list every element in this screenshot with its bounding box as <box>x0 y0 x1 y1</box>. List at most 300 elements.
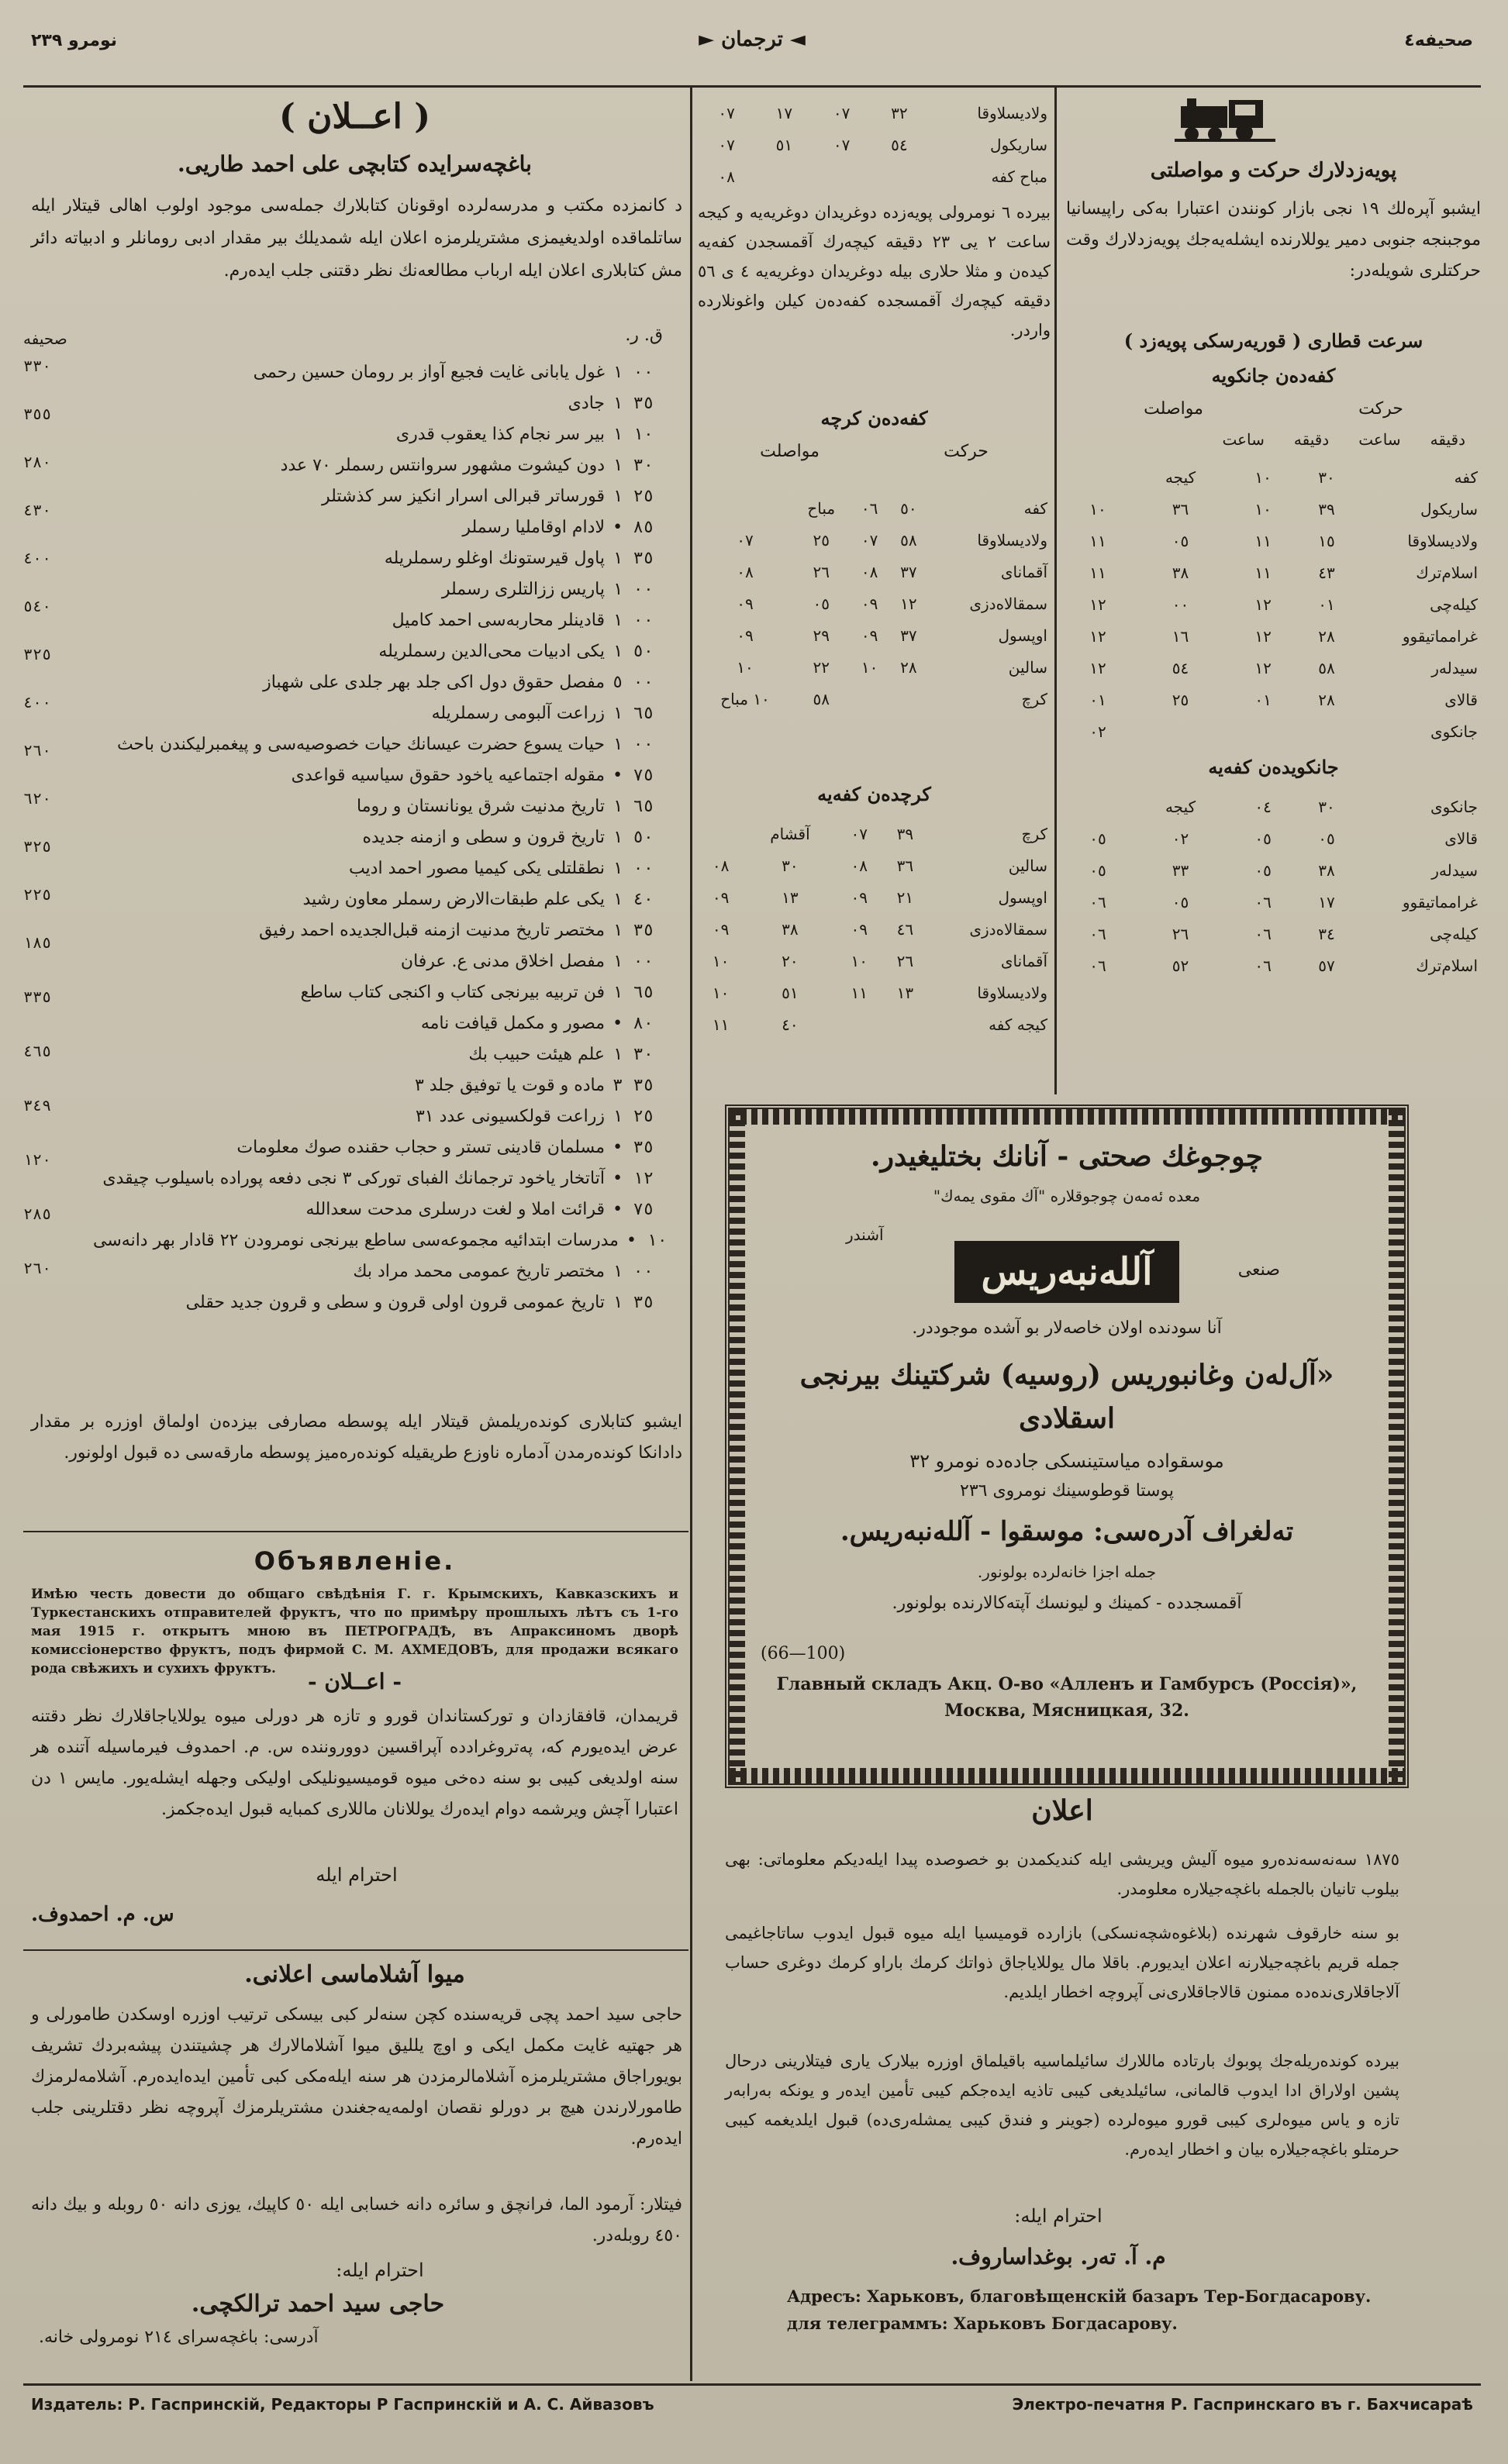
book-title: تاریخ قرون و سطی و ازمنه جدیده <box>362 827 605 847</box>
time-cell <box>755 160 813 192</box>
timetable-kerch-kefe <box>698 818 1051 1040</box>
time-cell: ٤٣ <box>1318 563 1335 582</box>
book-title: زراعت آلبومی رسملریله <box>431 703 605 723</box>
time-cell: ١٥ <box>1318 531 1335 550</box>
time-cell: کیجه <box>1165 797 1196 816</box>
book-price: ٠٠ ١ <box>613 951 654 971</box>
station-name: کفه <box>1023 498 1047 518</box>
time-cell: ٠٩ <box>861 625 878 645</box>
book-price: ٢٥ ١ <box>613 1106 654 1126</box>
time-cell <box>1130 715 1231 747</box>
book-title: مختصر تاریخ عمومی محمد مراد بك <box>353 1261 605 1281</box>
page-number: صحیفه٤ <box>1404 31 1473 50</box>
fruit-ad-body: حاجی سید احمد پچی قریه‌سنده کچن سنەلر کبی بیسکی ترتیب اوزره اوسکدن طامورلی و هر جهتیه غایت مکمل ایکی و اوچ یللیق میوا آشلامالارك هر چشیتندن پیشەبردك تشریف بویوراجاق مشتریلرمزه آشلامالرمزدن هر سنه ایله‌مکی کبی تأمین ایده‌ایدەرم. آشلامەلرمزك طامورلارندن هیچ بر دورلو نقصان اولمه‌یەجغندن مشتریلرمزك آپروچه نظر دقتلرینی جلب ایدەرم. <box>31 2005 682 2149</box>
timetable-row <box>1066 684 1481 715</box>
time-cell: ١٠ <box>1254 467 1272 487</box>
time-cell: ٣٦ <box>896 856 914 875</box>
kharkov-p2: بو سنه خارقوف شهرنده (بلاغوەشچەنسکی) بازارده قومیسیا ایله میوه قبول ایدوب ساتاجاغیمی جمله قریم باغچەجیلارنه اعلان ایدیورم. باقلا مال یوللایاجاق ذواتك کرمك باراو کرمك دوغری حساب آلاجاقلاری‌نده‌ده ممنون قالاجاقلاری‌نی آپروچه اخطار ایلدیم. <box>725 1924 1399 2001</box>
time-cell: ٠٧ <box>833 103 851 122</box>
book-price: ٣٠ ١ <box>613 1044 654 1064</box>
time-cell: ٣٨ <box>1318 860 1335 880</box>
time-cell: ٠٨ <box>718 167 735 186</box>
time-cell: ٠٨ <box>712 856 730 875</box>
book-title: غول یابانی غایت فجیع آواز بر رومان حسین رحمی <box>253 362 605 382</box>
margin-page-number: ٣٢٥ <box>23 837 52 856</box>
time-cell: ١٠ <box>851 951 868 970</box>
margin-page-number: ٣٣٠ <box>23 357 52 375</box>
ad-ru-address: Главный складъ Акц. О-во «Алленъ и Гамбурсъ (Россія)», Москва, Мясницкая, 32. <box>776 1674 1358 1721</box>
timetable-row <box>1066 918 1481 949</box>
time-cell: ٠٥ <box>1254 829 1272 848</box>
time-cell: ١٢ <box>1254 594 1272 614</box>
book-price: ٣٥ ١ <box>613 920 654 940</box>
time-cell: ٢٨ <box>1318 626 1335 646</box>
time-cell: ٠٧ <box>861 530 878 550</box>
time-cell: ١٠ <box>737 657 754 677</box>
time-cell: ١٠ مباح <box>720 689 770 708</box>
book-item <box>93 388 686 419</box>
timetable-row <box>1066 854 1481 886</box>
timetable-row <box>1066 557 1481 588</box>
time-cell: مباح <box>807 498 836 518</box>
time-cell: ٠٢ <box>1172 829 1189 848</box>
time-cell: ٠٥ <box>1254 860 1272 880</box>
kharkov-signature: م. آ. تەر. بوغداساروف. <box>951 2244 1166 2269</box>
margin-page-number: ٣٤٩ <box>23 1096 52 1115</box>
book-title: پاریس ززالتلری رسملر <box>441 579 605 599</box>
footer-printer: Электро-печатня Р. Гаспринскаго въ г. Бахчисараѣ <box>1012 2395 1473 2414</box>
time-cell <box>1066 461 1130 493</box>
time-cell: ٢٦ <box>813 562 830 581</box>
timetable-row <box>698 881 1051 913</box>
book-title: پاول قیرستونك اوغلو رسملریله <box>384 548 605 568</box>
footer-rule <box>23 2383 1481 2386</box>
station-name: اسلام‌ترك <box>1416 563 1478 582</box>
book-item <box>93 1008 686 1039</box>
margin-page-number: ١٢٠ <box>23 1150 52 1169</box>
kharkov-title: اعلان <box>1031 1794 1093 1827</box>
time-cell: ١٧ <box>1318 892 1335 912</box>
timetable-row <box>1066 652 1481 684</box>
book-title: حیات یسوع حضرت عیسانك حیات خصوصیه‌سی و پیغمبرلیکندن باحث <box>116 734 605 754</box>
time-cell: ٤٦ <box>896 919 914 939</box>
book-item <box>93 729 686 760</box>
station-name: اوپسول <box>998 887 1047 907</box>
book-title: یکی علم طبقات‌الارض رسملر معاون رشید <box>302 889 605 909</box>
allenburys-logo: آلله‌نبەریس <box>954 1241 1179 1303</box>
books-margin-prices <box>23 357 89 1313</box>
time-cell: ١٢ <box>1254 626 1272 646</box>
book-price: ١٠ ١ <box>613 424 654 444</box>
station-name: کیلەچی <box>1430 594 1478 614</box>
ad-pharm: جمله اجزا خانه‌لرده بولونور. <box>977 1563 1157 1581</box>
book-title: مختصر تاریخ مدنیت ازمنه قبل‌الجدیده احمد رفیق <box>259 920 605 940</box>
ad-po: پوستا قوطوسینك نومروی ٢٣٦ <box>960 1481 1174 1501</box>
margin-page-number: ٤٠٠ <box>23 693 52 712</box>
book-price: ٥٠ ١ <box>613 827 654 847</box>
margin-page-number: ٤٠٠ <box>23 549 52 567</box>
time-cell: ١٣ <box>782 887 799 907</box>
book-title: ماده و قوت یا توفیق جلد ٣ <box>414 1075 605 1095</box>
kharkov-ru-telegram: для телеграммъ: Харьковъ Богдасарову. <box>787 2314 1178 2333</box>
book-title: قرائت املا و لغت درسلری مدحت سعدالله <box>305 1199 605 1219</box>
masthead-arrow-left-icon: ► <box>699 28 715 51</box>
time-cell: ٣٨ <box>782 919 799 939</box>
book-price: ٧٥ • <box>613 1199 654 1219</box>
time-cell: ٢٩ <box>813 625 830 645</box>
time-cell: ٠٥ <box>1318 829 1335 848</box>
railway-note: بیرده ٦ نومرولی پویەزده دوغریدان دوغریه‌یه و کیجه ساعت ٢ یی ٢٣ دقیقه کیچەرك آقمسجدن کفه‌یه کیدەن و مثلا حلاری بیله دوغریدان دوغریه‌یه ٤ ی ٥٦ دقیقه کیچەرك آقمسجده کفه‌دەن کیلن واغونلارده واردر. <box>698 203 1051 339</box>
timetable-row <box>1066 791 1481 822</box>
time-cell: ٠٧ <box>718 103 735 122</box>
book-price: ٣٥ ١ <box>613 393 654 413</box>
book-item <box>93 791 686 822</box>
kharkov-ru-address: Адресъ: Харьковъ, благовѣщенскій базаръ Тер-Богдасарову. <box>787 2287 1372 2306</box>
fruit-ad-signature: حاجی سید احمد ترالکچی. <box>191 2290 445 2318</box>
time-cell: ٣٤ <box>1318 924 1335 943</box>
masthead-text: ترجمان <box>721 28 783 51</box>
time-cell: ٠٧ <box>833 135 851 154</box>
timetable-2-heading: جانکویدەن کفه‌یه <box>1208 756 1339 778</box>
time-cell <box>837 1008 882 1040</box>
book-item <box>93 1287 686 1318</box>
timetable-1-units <box>1066 430 1481 449</box>
book-price: ٨٠ • <box>613 1013 654 1033</box>
book-item <box>93 481 686 512</box>
time-cell <box>889 683 928 715</box>
margin-page-number: ٦٢٠ <box>23 789 52 808</box>
ad-slogan: چوجوغك صحتی - آنانك بختلیغیدر. <box>871 1140 1263 1173</box>
kharkov-respect: احترام ایله: <box>1014 2205 1103 2227</box>
time-cell: ٠٥ <box>813 594 830 613</box>
header-rule <box>23 85 1481 88</box>
station-name: سمقالاەدزی <box>969 594 1047 613</box>
timetable-1-col-heads <box>1066 399 1481 419</box>
books-ad-body: د کانمزده مکتب و مدرسه‌لرده اوقونان کتابلارك جمله‌سی موجود اولوب اهالی قیتلار ایله ساتلماقده اولدیغیمزی مشتریلرمزه اعلان ایله شمدیلك بیر مقدار ادبی رومانلر و ادبیاته دائر مش کتابلاری اعلان ایله ارباب مطالعەنك نظر دقتنی جلب ایدەرم. <box>31 196 682 281</box>
timetable-kefe-kerch <box>698 492 1051 715</box>
timetable-row <box>698 945 1051 977</box>
time-cell: ٠٨ <box>851 856 868 875</box>
ad-street: موسقواده میاستینسکی جاده‌ده نومرو ٣٢ <box>909 1450 1224 1472</box>
time-cell: ٠٩ <box>851 919 868 939</box>
time-cell: ٠١ <box>1318 594 1335 614</box>
ad-border-bottom <box>730 1768 1404 1783</box>
time-cell: ٣٠ <box>1318 797 1335 816</box>
time-cell: ١٠ <box>1089 499 1106 519</box>
books-col-header: ق. ر. <box>625 326 663 345</box>
timetable-row <box>698 651 1051 683</box>
time-cell: ١٧ <box>775 103 793 122</box>
station-name: سیدلەر <box>1431 860 1478 880</box>
book-item <box>93 977 686 1008</box>
time-cell <box>851 683 889 715</box>
ad-telegraph: تەلغراف آدرەسی: موسقوا - آلله‌نبەریس. <box>840 1516 1294 1547</box>
book-price: ٠٠ ١ <box>613 579 654 599</box>
timetable-row <box>698 556 1051 588</box>
express-heading: سرعت قطاری ( قوریەرسکی پویەزد ) <box>1123 329 1423 352</box>
time-cell: ٠٤ <box>1254 797 1272 816</box>
books-margin-header: صحیفه <box>23 329 67 348</box>
time-cell: ٠٥ <box>1089 860 1106 880</box>
time-cell: ٣٢ <box>891 103 908 122</box>
book-price: ٠٠ ١ <box>613 362 654 382</box>
time-cell: ٠٩ <box>851 887 868 907</box>
book-title: قادینلر محاربه‌سی احمد کامیل <box>392 610 605 630</box>
time-cell: ٠٧ <box>851 824 868 843</box>
time-cell <box>882 1008 928 1040</box>
timetable-row <box>698 129 1051 160</box>
commission-notice <box>23 1539 686 1945</box>
margin-page-number: ٢٦٠ <box>23 1259 52 1277</box>
time-cell: ٢٥ <box>1172 690 1189 709</box>
fruit-ad-address: آدرسی: باغچەسرای ٢١٤ نومرولی خانه. <box>39 2328 319 2347</box>
books-ad-footer: ایشبو کتابلاری کوندەریلمش قیتلار ایله پوسطه مصارفی بیزدەن اولماق اوزره بر مقدار دادانکا کوندەرمدن آدمارە ناوزع طریقیله کوندەرەمیز پوسطه مارقه‌سی ده قبول اولونور. <box>31 1412 682 1463</box>
timetable-3-col-heads <box>698 442 1051 461</box>
timetable-row <box>698 588 1051 619</box>
timetable-row <box>698 492 1051 524</box>
timetable-1-heading: کفەدەن جانکویه <box>1211 364 1336 387</box>
time-cell: ٢٢ <box>813 657 830 677</box>
book-item <box>93 853 686 884</box>
head-arrive: مواصلت <box>1144 399 1203 419</box>
timetable-row <box>698 1008 1051 1040</box>
timetable-jankoy-kefe <box>1066 791 1481 981</box>
time-cell: ٣٦ <box>1172 499 1189 519</box>
time-cell: ٠١ <box>1089 690 1106 709</box>
time-cell <box>698 818 744 849</box>
book-price: ١٢ • <box>613 1168 654 1188</box>
footer-publisher: Издатель: Р. Гаспринскій, Редакторы Р Гаспринскій и А. С. Айвазовъ <box>31 2395 654 2414</box>
time-cell: ٠٦ <box>1089 924 1106 943</box>
timetable-row <box>1066 886 1481 918</box>
kharkov-p3: بیرده کوندەریلەجك پوبوك بارتاده ماللارك سائیلماسیه باقیلماق اوزره بیلارک یاری فیتلارینی درحال پشین اولاراق ادا ایدوب قالمانی، سائیلدیغی کیبی تاذیه ایدەجکم کیبی تأمین ایدەر و یونکه بەرابەر تازه و یاس میوه‌لری کیبی قورو میوه‌لرده (جوینر و فندق کیبی یمشلەری‌ده) قبول ایلدیغمه کیبی حرمتلو باغچەجیلاره بیان و اخطار ایدەرم. <box>725 2052 1399 2159</box>
book-price: ٧٥ • <box>613 765 654 785</box>
masthead-arrow-right-icon: ◄ <box>789 28 806 51</box>
time-cell: ٠٧ <box>718 135 735 154</box>
station-name: مباح کفه <box>991 167 1047 186</box>
time-cell: ٥٢ <box>1172 956 1189 975</box>
ad-pharm2: آقمسجدده - کمینك و لیونسك آپتەکالارنده بولونور. <box>892 1594 1242 1613</box>
book-item <box>93 698 686 729</box>
book-title: مفصل اخلاق مدنی ع. عرفان <box>400 951 605 971</box>
book-item <box>93 1225 686 1256</box>
margin-page-number: ٣٢٥ <box>23 645 52 663</box>
books-ad-subtitle: باغچەسرایده کتابچی علی احمد طاریی. <box>178 151 532 177</box>
book-price: ٠٠ ١ <box>613 858 654 878</box>
book-item <box>93 1194 686 1225</box>
head-move: حرکت <box>1358 399 1403 419</box>
timetable-row <box>698 818 1051 849</box>
station-name: ولادیسلاوقا <box>977 530 1047 550</box>
book-title: مفصل حقوق دول اکی جلد بهر جلدی علی شهباز <box>263 672 605 692</box>
time-cell: ١٣ <box>896 983 914 1002</box>
ad-sub: معده ئەمەن چوجوقلاره "آك مقوی یمەك" <box>933 1187 1201 1205</box>
book-title: لادام اوقاملیا رسملر <box>462 517 605 537</box>
time-cell: ٠٧ <box>737 530 754 550</box>
time-cell: ٥٨ <box>900 530 917 550</box>
kharkov-fruit-ad <box>725 1790 1399 2364</box>
time-cell: ٠٩ <box>861 594 878 613</box>
time-cell: ٠٥ <box>1172 531 1189 550</box>
railway-kerch-section <box>698 89 1051 1097</box>
station-name: آقمانای <box>1000 951 1047 970</box>
book-title: زراعت قولکسیونی عدد ٣١ <box>415 1106 605 1126</box>
book-item <box>93 1039 686 1070</box>
station-name: جانکوی <box>1430 797 1478 816</box>
time-cell: ١٠ <box>712 951 730 970</box>
timetable-kefe-jankoy <box>1066 461 1481 747</box>
book-title: جادی <box>568 393 605 413</box>
left-column-divider-1 <box>23 1531 688 1532</box>
station-name: قالای <box>1444 690 1478 709</box>
time-cell: ١٢ <box>1089 626 1106 646</box>
station-name: غرامماتیقوو <box>1402 892 1478 912</box>
book-item <box>93 357 686 388</box>
time-cell: ٣٠ <box>782 856 799 875</box>
time-cell: ٠٦ <box>1254 924 1272 943</box>
book-item <box>93 543 686 574</box>
ad-after-logo: آنا سودندە اولان خاصەلار بو آشده موجوددر. <box>912 1318 1222 1338</box>
book-price: ٨٥ • <box>613 517 654 537</box>
book-title: بیر سر نجام کذا یعقوب قدری <box>395 424 605 444</box>
timetable-row <box>1066 461 1481 493</box>
book-item <box>93 946 686 977</box>
time-cell: ٠٩ <box>712 919 730 939</box>
time-cell: ٣٨ <box>1172 563 1189 582</box>
station-name: ساریکول <box>1420 499 1478 519</box>
time-cell: ٣٣ <box>1172 860 1189 880</box>
time-cell: ٢٦ <box>1172 924 1189 943</box>
time-cell: ٠٨ <box>737 562 754 581</box>
fruit-ad-title: میوا آشلاماسی اعلانی. <box>244 1961 465 1988</box>
books-list <box>93 357 686 1318</box>
time-cell: ٣٠ <box>1318 467 1335 487</box>
time-cell: ٢٨ <box>900 657 917 677</box>
station-name: سالین <box>1008 856 1047 875</box>
book-price: ٤٠ ١ <box>613 889 654 909</box>
time-cell: ٠٠ <box>1172 594 1189 614</box>
book-item <box>93 884 686 915</box>
timetable-row <box>698 913 1051 945</box>
time-cell: ٠٥ <box>1172 892 1189 912</box>
time-cell: ٠٦ <box>1089 892 1106 912</box>
timetable-row <box>698 977 1051 1008</box>
head-move: حرکت <box>944 442 989 461</box>
book-price: ٦٥ ١ <box>613 796 654 816</box>
margin-page-number: ٢٢٥ <box>23 885 52 904</box>
station-name: اسلام‌ترك <box>1416 956 1478 975</box>
time-cell: ٢١ <box>896 887 914 907</box>
book-title: قورساتر قبرالی اسرار انکیز سر کذشتلر <box>322 486 605 506</box>
ad-border-right <box>1389 1109 1404 1783</box>
book-price: ٣٥ ٣ <box>613 1075 654 1095</box>
books-ad-title: ( اعــلان ) <box>278 97 431 136</box>
margin-page-number: ٣٣٥ <box>23 987 52 1006</box>
book-price: ٦٥ ١ <box>613 982 654 1002</box>
book-title: آتاتخار یاخود ترجمانك الفبای تورکی ٣ نجی دفعه پوراده باسیلوب چیقدی <box>102 1168 605 1188</box>
timetable-3-heading: کفەدەن کرچه <box>820 407 928 429</box>
book-item <box>93 915 686 946</box>
time-cell: ٠٩ <box>737 594 754 613</box>
time-cell: ١١ <box>851 983 868 1002</box>
notice-respect: احترام ایله <box>316 1864 398 1886</box>
time-cell <box>1231 715 1295 747</box>
book-item <box>93 419 686 450</box>
book-price: ٢٥ ١ <box>613 486 654 506</box>
notice-signature: س. م. احمدوف. <box>31 1903 174 1926</box>
notice-body-ru: Имѣю честь довести до общаго свѣдѣнія Г. г. Крымскихъ, Кавказскихъ и Туркестанскихъ отправителей фруктъ, что по примѣру прошлыхъ лѣтъ съ 1-го мая 1915 г. открытъ мною въ ПЕТРОГРАДѢ, въ Апраксиномъ дворѣ комиссіонерство фруктъ, подъ фирмой С. М. АХМЕДОВЪ, для продажи всякаго рода свѣжихъ и сухихъ фруктъ. <box>31 1587 678 1677</box>
ad-border-left <box>730 1109 745 1783</box>
time-cell: ٠٦ <box>1254 892 1272 912</box>
book-price: ٠٠ ٥ <box>613 672 654 692</box>
book-price: ٠٠ ١ <box>613 734 654 754</box>
ad-company: «آل‌لەن وغانبوریس (روسیه) شرکتینك بیرنجی اسقلادی <box>799 1359 1334 1435</box>
time-cell: کیجه <box>1165 467 1196 487</box>
margin-page-number: ٤٦٥ <box>23 1042 52 1060</box>
book-item <box>93 760 686 791</box>
fruit-ad-prices: فیتلار: آرمود الما، فرانچق و سائره دانه خسابی ایله ٥٠ کاپیك، یوزی دانه ٥٠ روبله و بیك دانه ٤٥٠ روبلەدر. <box>31 2195 682 2245</box>
book-item <box>93 667 686 698</box>
railway-intro: ایشبو آپرەلك ١٩ نجی بازار کونندن اعتبارا بەکی راپیسانیا موجبنجه جنوبی دمیر یوللارنده ایشلەیەجك پویەزدلارك وقت حرکتلری شویلەدر: <box>1066 199 1481 281</box>
station-name: ساریکول <box>990 135 1047 154</box>
margin-page-number: ٢٦٠ <box>23 741 52 760</box>
time-cell: ١٢ <box>1089 594 1106 614</box>
book-price: ٣٥ • <box>613 1137 654 1157</box>
time-cell: ١١ <box>1089 531 1106 550</box>
time-cell: ٠٥ <box>1089 829 1106 848</box>
ad-code: (66—100) <box>761 1644 846 1663</box>
book-item <box>93 574 686 605</box>
book-title: تاریخ عمومی قرون اولی قرون و سطی و قرون جدید حقلی <box>185 1292 605 1312</box>
timetable-row <box>698 849 1051 881</box>
time-cell: ٥٨ <box>1318 658 1335 677</box>
timetable-top-continued <box>698 97 1051 192</box>
margin-page-number: ٤٣٠ <box>23 501 52 519</box>
time-cell: ١١ <box>1254 563 1272 582</box>
margin-page-number: ١٨٥ <box>23 933 52 952</box>
time-cell: ١١ <box>1089 563 1106 582</box>
time-cell: ٠٦ <box>861 498 878 518</box>
time-cell: ٥٨ <box>813 689 830 708</box>
time-cell: ٥١ <box>782 983 799 1002</box>
timetable-row <box>1066 949 1481 981</box>
station-name: ولادیسلاوقا <box>1407 531 1478 550</box>
book-price: ٣٥ ١ <box>613 1292 654 1312</box>
book-title: دون کیشوت مشهور سروانتس رسملر ٧٠ عدد <box>280 455 605 475</box>
timetable-row <box>698 97 1051 129</box>
book-title: مقوله اجتماعیه یاخود حقوق سیاسیه قواعدی <box>291 765 605 785</box>
column-rule-right <box>1054 87 1057 1094</box>
kharkov-p1: ١٨٧٥ سەنەسەندەرو میوه آلیش ویریشی ایله کندیکمدن بو خصوصده پیدا ایلەدیکم معلوماتی: بھی بیلوب تانیان بالجمله باغچەجیلارە معلومدر. <box>725 1850 1399 1898</box>
time-cell: ٥٤ <box>1172 658 1189 677</box>
timetable-row <box>698 524 1051 556</box>
station-name: ولادیسلاوقا <box>977 983 1047 1002</box>
time-cell: ٠٨ <box>861 562 878 581</box>
time-cell: ١٢ <box>1089 658 1106 677</box>
book-price: ٣٥ ١ <box>613 548 654 568</box>
time-cell: آقشام <box>770 824 810 843</box>
station-name: آقمانای <box>1000 562 1047 581</box>
timetable-4-heading: کرچدەن کفه‌یه <box>817 783 931 805</box>
time-cell: ٢٥ <box>813 530 830 550</box>
timetable-row <box>698 160 1051 192</box>
time-cell: ٠٢ <box>1089 722 1106 741</box>
masthead-title <box>636 28 868 51</box>
book-price: ٣٠ ١ <box>613 455 654 475</box>
margin-page-number: ٢٨٠ <box>23 453 52 471</box>
station-name: کیلەچی <box>1430 924 1478 943</box>
timetable-row <box>1066 525 1481 557</box>
